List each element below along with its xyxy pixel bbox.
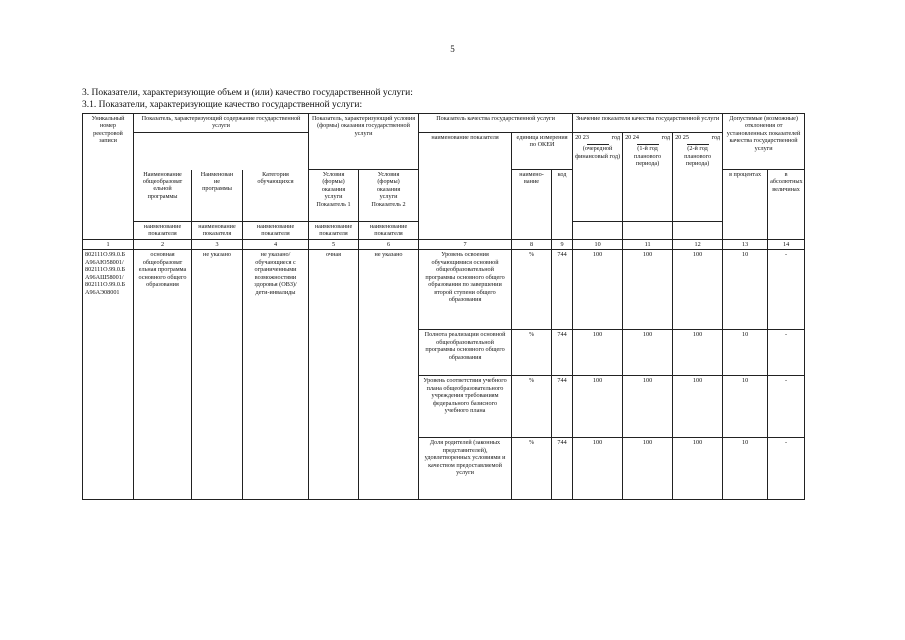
indicator-percent: 10	[723, 376, 768, 438]
col-number: 12	[673, 239, 723, 249]
page-number: 5	[450, 44, 455, 54]
col-number: 5	[309, 239, 359, 249]
category-value: не указано/ обучающиеся с ограниченными возможностями здоровья (ОВЗ)/ дети-инвалиды	[243, 250, 309, 500]
header-program-name: Наименование общеобразоват ельной программы	[134, 170, 192, 222]
indicator-year-2: 100	[623, 438, 673, 500]
col-number: 13	[723, 239, 768, 249]
caption-indicator-name-2: наименование показателя	[134, 222, 192, 240]
header-year-1: 20 23 год (очередной финансовый год)	[573, 133, 623, 222]
indicator-year-3: 100	[673, 438, 723, 500]
indicator-absolute: -	[768, 330, 805, 376]
header-in-percent: в процентах	[723, 170, 768, 240]
indicator-year-3: 100	[673, 250, 723, 330]
indicator-year-1: 100	[573, 330, 623, 376]
col-number: 8	[512, 239, 552, 249]
col-number: 6	[359, 239, 419, 249]
indicator-name: Доля родителей (законных представителей), удовлетворенных условиями и качеством предоставляемой услуги	[419, 438, 512, 500]
indicator-year-3: 100	[673, 330, 723, 376]
col-number: 9	[552, 239, 573, 249]
program-value: основная общеобразоват ельная программа основного общего образования	[134, 250, 192, 500]
col-number: 11	[623, 239, 673, 249]
indicator-absolute: -	[768, 376, 805, 438]
indicator-unit: %	[512, 330, 552, 376]
indicator-code: 744	[552, 330, 573, 376]
indicator-code: 744	[552, 438, 573, 500]
indicator-absolute: -	[768, 438, 805, 500]
header-condition-1: Условия (формы) оказания услуги Показатель 1	[309, 170, 359, 222]
section-heading: 3. Показатели, характеризующие объем и (или) качество государственной услуги:	[82, 88, 413, 98]
header-year-filler-3	[673, 222, 723, 240]
quality-indicators-table	[82, 113, 805, 500]
programs-value: не указано	[192, 250, 243, 500]
header-unit-okei: единица измерения по ОКЕИ	[512, 133, 573, 170]
col-number: 7	[419, 239, 512, 249]
header-quality-value: Значение показателя качества государственной услуги	[573, 114, 723, 133]
caption-indicator-name-3: наименование показателя	[192, 222, 243, 240]
header-indicator-name: наименование показателя	[419, 133, 512, 240]
indicator-unit: %	[512, 376, 552, 438]
indicator-name: Полнота реализации основной общеобразовательной программы основного общего образования	[419, 330, 512, 376]
indicator-year-3: 100	[673, 376, 723, 438]
header-condition-2: Условия (формы) оказания услуги Показатель 2	[359, 170, 419, 222]
header-quality-indicator: Показатель качества государственной услуги	[419, 114, 573, 133]
header-conditions-indicator: Показатель, характеризующий условия (формы) оказания государственной услуги	[309, 114, 419, 170]
header-programs: Наименован ие программы	[192, 170, 243, 222]
col-number: 14	[768, 239, 805, 249]
indicator-year-2: 100	[623, 330, 673, 376]
indicator-code: 744	[552, 376, 573, 438]
subsection-heading: 3.1. Показатели, характеризующие качество государственной услуги:	[82, 100, 363, 110]
header-year-filler-2	[623, 222, 673, 240]
col-number: 10	[573, 239, 623, 249]
caption-indicator-name-4: наименование показателя	[243, 222, 309, 240]
indicator-year-2: 100	[623, 250, 673, 330]
header-unit-code: код	[552, 170, 573, 240]
col-number: 4	[243, 239, 309, 249]
indicator-year-1: 100	[573, 438, 623, 500]
indicator-code: 744	[552, 250, 573, 330]
header-unique-number: Уникальный номер реестровой записи	[83, 114, 134, 240]
caption-indicator-name-6: наименование показателя	[359, 222, 419, 240]
indicator-percent: 10	[723, 438, 768, 500]
header-in-absolute: в абсолютных величинах	[768, 170, 805, 240]
header-content-indicator: Показатель, характеризующий содержание государственной услуги	[134, 114, 309, 133]
col-number: 2	[134, 239, 192, 249]
header-year-2: 20 24 год (1-й год планового периода)	[623, 133, 673, 222]
col-number: 1	[83, 239, 134, 249]
header-unit-name: наимено-вание	[512, 170, 552, 240]
header-year-3: 20 25 год (2-й год планового периода)	[673, 133, 723, 222]
indicator-unit: %	[512, 250, 552, 330]
indicator-percent: 10	[723, 250, 768, 330]
indicator-name: Уровень соответствия учебного плана общеобразовательного учреждения требованиям федерального базисного учебного плана	[419, 376, 512, 438]
caption-indicator-name-5: наименование показателя	[309, 222, 359, 240]
indicator-percent: 10	[723, 330, 768, 376]
indicator-absolute: -	[768, 250, 805, 330]
indicator-name: Уровень освоения обучающимися основной общеобразовательной программы основного общего образования по завершении второй ступени общего образования	[419, 250, 512, 330]
indicator-unit: %	[512, 438, 552, 500]
header-category: Категория обучающихся	[243, 170, 309, 222]
indicator-year-1: 100	[573, 376, 623, 438]
condition-2-value: не указано	[359, 250, 419, 500]
indicator-year-2: 100	[623, 376, 673, 438]
col-number: 3	[192, 239, 243, 249]
indicator-year-1: 100	[573, 250, 623, 330]
condition-1-value: очная	[309, 250, 359, 500]
header-content-spacer	[134, 133, 309, 170]
header-deviation: Допустимые (возможные) отклонения от установленных показателей качества государственной услуги	[723, 114, 805, 170]
header-year-filler-1	[573, 222, 623, 240]
registry-number: 802111О.99.0.Б А96АЮ58001/ 802111О.99.0.Б А96АШ58001/ 802111О.99.0.Б А96АЭ08001	[83, 250, 134, 500]
